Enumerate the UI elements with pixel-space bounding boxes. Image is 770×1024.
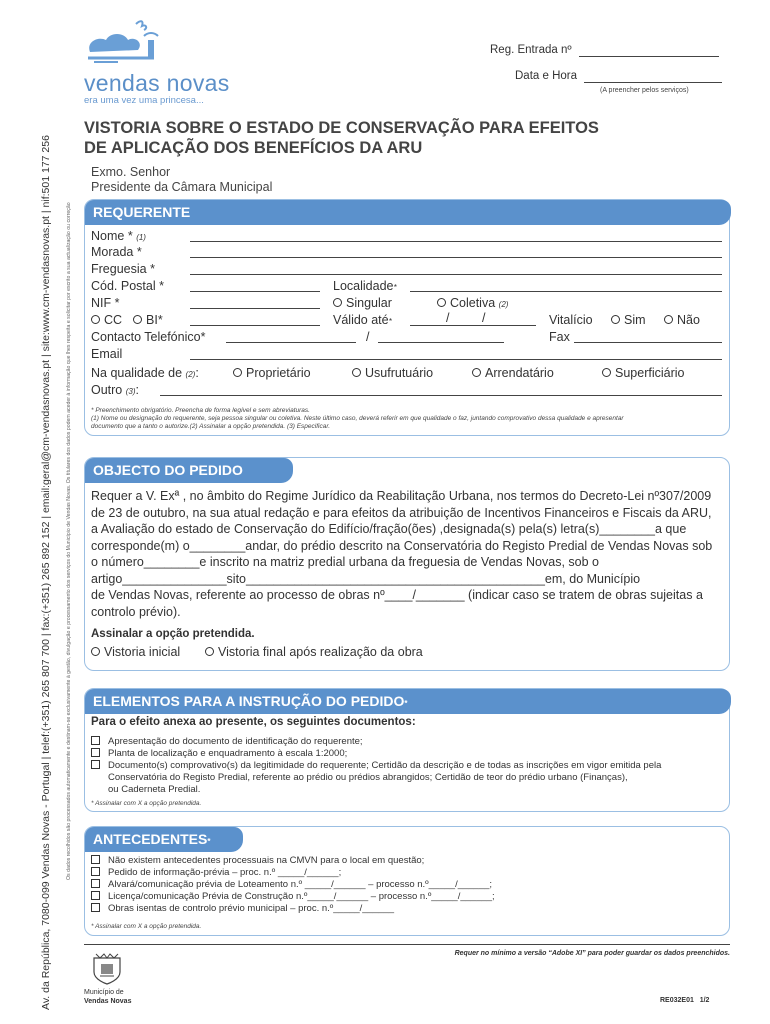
- page-title: [84, 118, 599, 158]
- freguesia-field[interactable]: [190, 274, 722, 275]
- nao-radio-icon: [664, 315, 673, 324]
- elementos-item-3-cont2: ou Caderneta Predial.: [108, 784, 201, 795]
- municipio-label: Município de Vendas Novas: [84, 989, 132, 1005]
- contacto-label: Contacto Telefónico*: [91, 330, 206, 344]
- date-separator-2: /: [482, 311, 486, 325]
- brand-name: vendas novas: [84, 70, 230, 96]
- form-code: RE032E01 1/2: [660, 997, 710, 1004]
- vistoria-inicial-radio[interactable]: Vistoria inicial: [91, 645, 180, 659]
- cod-postal-label: Cód. Postal *: [91, 279, 164, 293]
- vitalicio-label: Vitalício: [549, 313, 593, 327]
- checkbox-icon: [91, 903, 100, 912]
- checkbox-icon: [91, 891, 100, 900]
- checkbox-icon: [91, 760, 100, 769]
- title-line-2: DE APLICAÇÃO DOS BENEFÍCIOS DA ARU: [84, 139, 423, 157]
- adobe-note: Requer no mínimo a versão “Adobe XI” para poder guardar os dados preenchidos.: [454, 950, 730, 957]
- brand-tagline: era uma vez uma princesa...: [84, 95, 204, 106]
- coletiva-radio[interactable]: Coletiva (2): [437, 296, 508, 310]
- checkbox-icon: [91, 855, 100, 864]
- reg-entrada-row: [490, 44, 719, 57]
- usufrutuario-radio[interactable]: Usufrutuário: [352, 366, 433, 380]
- contacto-field[interactable]: [226, 342, 356, 343]
- objecto-heading: OBJECTO DO PEDIDO: [85, 458, 293, 483]
- coletiva-radio-icon: [437, 298, 446, 307]
- vendas-novas-logo-icon: [84, 14, 164, 68]
- localidade-field[interactable]: [410, 291, 722, 292]
- proprietario-radio[interactable]: Proprietário: [233, 366, 311, 380]
- antecedentes-item-3[interactable]: Alvará/comunicação prévia de Loteamento n.º _____/______ – processo n.º_____/______;: [91, 879, 492, 891]
- addressee-line-1: Exmo. Senhor: [91, 165, 171, 179]
- proprietario-radio-icon: [233, 368, 242, 377]
- checkbox-icon: [91, 736, 100, 745]
- bi-radio[interactable]: BI*: [133, 313, 163, 327]
- checkbox-icon: [91, 748, 100, 757]
- contacto-separator: /: [366, 330, 370, 344]
- sidebar-privacy-note: Os dados recolhidos são processados automaticamente e destinam-se exclusivamente à gestão, divulgação e processamento dos serviços do Município de Vendas Novas. Os titulares dos dados podem aceder à informação que lhes respeita e solicitar por escrito a sua actualização ou correção: [66, 202, 72, 880]
- vistoria-inicial-radio-icon: [91, 647, 100, 656]
- bi-radio-icon: [133, 315, 142, 324]
- arrendatario-radio-icon: [472, 368, 481, 377]
- valido-label: Válido até*: [333, 313, 392, 327]
- antecedentes-item-2[interactable]: Pedido de informação-prévia – proc. n.º _____/______;: [91, 867, 341, 879]
- reg-entrada-label: Reg. Entrada nº: [490, 44, 572, 56]
- data-hora-row: [515, 70, 722, 83]
- elementos-intro: Para o efeito anexa ao presente, os seguintes documentos:: [91, 716, 416, 728]
- requerente-heading: REQUERENTE: [85, 200, 731, 225]
- morada-field[interactable]: [190, 257, 722, 258]
- addressee-line-2: Presidente da Câmara Municipal: [91, 180, 273, 194]
- reg-entrada-field[interactable]: [579, 44, 719, 57]
- superficiario-radio-icon: [602, 368, 611, 377]
- vistoria-final-radio-icon: [205, 647, 214, 656]
- municipal-crest-icon: [90, 950, 124, 986]
- fax-field[interactable]: [574, 342, 722, 343]
- localidade-label: Localidade*: [333, 279, 397, 293]
- antecedentes-item-5[interactable]: Obras isentas de controlo prévio municipal – proc. n.º_____/______: [91, 903, 394, 915]
- requerente-notes: * Preenchimento obrigatório. Preencha de forma legível e sem abreviaturas. (1) Nome ou designação do requerente, seja pessoa singular ou coletiva. Neste último caso, deverá referir em que qualidade o faz, juntando comprovativo dessa qualidade e apresentar documento que a tanto o autorize.(2) Assinalar a opção pretendida. (3) Especificar.: [91, 407, 624, 430]
- elementos-item-3-cont: Conservatória do Registo Predial, referente ao prédio ou prédios abrangidos; Certidão de teor do prédio urbano (Finanças),: [108, 772, 628, 783]
- objecto-paragraph: Requer a V. Exª , no âmbito do Regime Jurídico da Reabilitação Urbana, nos termos do Decreto-Lei nº307/2009 de 23 de outubro, na sua atual redação e para efeitos da atribuição de Incentivos Financeiros e Fiscais da ARU, a Avaliação do estado de Conservação do Edifício/fração(ões) ,designada(s) pela(s) letra(s)________a que corresponde(m) o________andar, do prédio descrito na Conservatória do Registo Predial de Vendas Novas sob o número________e inscrito na matriz predial urbana da freguesia de Vendas Novas, sob o artigo_______________sito___________________________________________em, do Município de Vendas Novas, referente ao processo de obras nº____/_______ (indicar caso se tratem de obras sujeitas a controlo prévio).: [91, 489, 713, 619]
- cc-radio-icon: [91, 315, 100, 324]
- antecedentes-item-1[interactable]: Não existem antecedentes processuais na CMVN para o local em questão;: [91, 855, 424, 867]
- nif-label: NIF *: [91, 296, 120, 310]
- outro-label: Outro (3):: [91, 383, 140, 397]
- elementos-item-2[interactable]: Planta de localização e enquadramento à escala 1:2000;: [91, 748, 347, 760]
- cod-postal-field[interactable]: [190, 291, 320, 292]
- checkbox-icon: [91, 879, 100, 888]
- nif-field[interactable]: [190, 308, 320, 309]
- outro-field[interactable]: [160, 395, 722, 396]
- checkbox-icon: [91, 867, 100, 876]
- vitalicio-sim-radio[interactable]: Sim: [611, 313, 646, 327]
- valido-ate-field[interactable]: [410, 325, 536, 326]
- email-label: Email: [91, 347, 123, 361]
- data-hora-field[interactable]: [584, 70, 722, 83]
- vistoria-final-radio[interactable]: Vistoria final após realização da obra: [205, 645, 423, 659]
- fax-label: Fax: [549, 330, 570, 344]
- vitalicio-nao-radio[interactable]: Não: [664, 313, 700, 327]
- nome-field[interactable]: [190, 241, 722, 242]
- title-line-1: VISTORIA SOBRE O ESTADO DE CONSERVAÇÃO PARA EFEITOS: [84, 119, 599, 137]
- documento-numero-field[interactable]: [190, 325, 320, 326]
- services-note: (A preencher pelos serviços): [600, 87, 689, 94]
- qualidade-label: Na qualidade de (2):: [91, 366, 199, 380]
- usufrutuario-radio-icon: [352, 368, 361, 377]
- contacto-field-2[interactable]: [378, 342, 504, 343]
- data-hora-label: Data e Hora: [515, 70, 578, 82]
- elementos-item-1[interactable]: Apresentação do documento de identificação do requerente;: [91, 736, 363, 748]
- singular-radio[interactable]: Singular: [333, 296, 392, 310]
- superficiario-radio[interactable]: Superficiário: [602, 366, 684, 380]
- nome-label: Nome * (1): [91, 229, 146, 243]
- antecedentes-heading: ANTECEDENTES*: [85, 827, 243, 852]
- elementos-heading: ELEMENTOS PARA A INSTRUÇÃO DO PEDIDO*: [85, 689, 731, 714]
- singular-radio-icon: [333, 298, 342, 307]
- elementos-item-3[interactable]: Documento(s) comprovativo(s) da legitimidade do requerente; Certidão da descrição e de todas as inscrições em vigor emitida pela: [91, 760, 661, 772]
- assinalar-label: Assinalar a opção pretendida.: [91, 628, 255, 640]
- sidebar-address: Av. da República, 7080-099 Vendas Novas - Portugal | telef:(+351) 265 807 700 | fax:(+351) 265 892 152 | email:geral@cm-vendasnovas.pt | site:www.cm-vendasnovas.pt | nif:501 177 256: [40, 135, 52, 1010]
- elementos-note: * Assinalar com X a opção pretendida.: [91, 800, 202, 807]
- antecedentes-note: * Assinalar com X a opção pretendida.: [91, 923, 202, 930]
- footer-divider: [84, 944, 730, 945]
- addressee: [91, 165, 272, 195]
- sim-radio-icon: [611, 315, 620, 324]
- antecedentes-item-4[interactable]: Licença/comunicação Prévia de Construção n.º_____/______ – processo n.º_____/______;: [91, 891, 495, 903]
- email-field[interactable]: [190, 359, 722, 360]
- cc-radio[interactable]: CC: [91, 313, 122, 327]
- morada-label: Morada *: [91, 245, 142, 259]
- date-separator-1: /: [446, 311, 450, 325]
- freguesia-label: Freguesia *: [91, 262, 155, 276]
- arrendatario-radio[interactable]: Arrendatário: [472, 366, 554, 380]
